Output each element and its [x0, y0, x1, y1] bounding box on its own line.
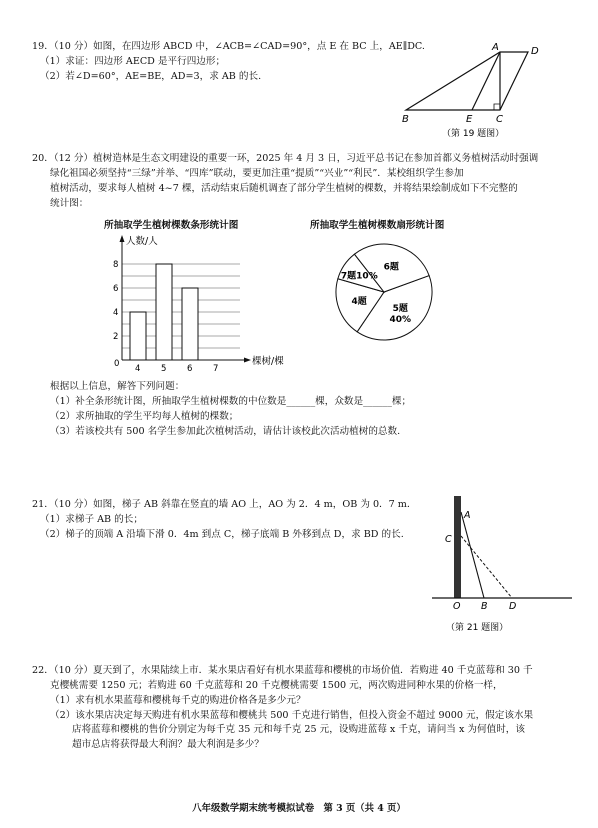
q22-part2-cont-2: 超市总店将获得最大利润？最大利润是多少？ [72, 739, 264, 751]
q22-part2-cont-1: 店将蓝莓和樱桃的售价分别定为每千克 35 元和每千克 25 元，设购进蓝莓 x 千克，请问当 x 为何值时，该 [72, 724, 525, 736]
q21-part2: （2）梯子的顶端 A 沿墙下滑 0．4m 到点 C，梯子底端 B 外移到点 D，求 BD 的长. [40, 528, 404, 540]
bar-x-tick-6: 6 [187, 364, 193, 372]
question-20 [32, 152, 577, 211]
q19-label-e: E [466, 114, 473, 125]
question-22 [32, 664, 577, 753]
q19-label-c: C [496, 114, 503, 125]
pie-percent-0: 40% [389, 314, 412, 325]
wall [454, 496, 461, 598]
bar-5 [156, 264, 172, 360]
bar-6 [182, 288, 198, 360]
bar-x-tick-7: 7 [213, 364, 219, 372]
q20-stem-1: 20．（12 分）植树造林是生态文明建设的重要一环，2025 年 4 月 3 日，习近平总书记在参加首都义务植树活动时强调 [32, 153, 539, 164]
q21-label-c: C [445, 534, 452, 545]
page-footer: 八年级数学期末统考模拟试卷 第 3 页（共 4 页） [192, 803, 406, 814]
bar-x-label: 棵树/棵 [252, 356, 284, 367]
ladder-ab [461, 512, 484, 598]
q22-part1: （1）求有机水果蓝莓和樱桃每千克的购进价格各是多少元？ [50, 694, 306, 706]
bar-4 [130, 312, 146, 360]
pie-label-2: 7题10% [340, 271, 378, 282]
q19-label-d: D [531, 46, 539, 57]
q21-label-o: O [453, 601, 461, 612]
bar-y-axis-arrow [120, 235, 125, 242]
q22-stem-2: 克樱桃需要 1250 元；若购进 60 千克蓝莓和 20 千克樱桃需要 1500 元，两次购进同种水果的价格一样， [50, 679, 503, 691]
q20-stem-3: 植树活动，要求每人植树 4~7 棵，活动结束后随机调查了部分学生植树的棵数，并将结果绘制成如下不完整的 [50, 182, 518, 194]
bar-chart [100, 232, 300, 372]
bar-x-tick-4: 4 [135, 364, 141, 372]
question-21 [32, 498, 492, 543]
q20-subquestions [50, 380, 570, 439]
q22-stem-1: 22．（10 分）夏天到了，水果陆续上市．某水果店看好有机水果蓝莓和樱桃的市场价值．若购进 40 千克蓝莓和 30 千 [32, 665, 533, 676]
pie-label-1: 4题 [351, 297, 367, 308]
q21-label-b: B [481, 601, 488, 612]
q20-part3: （3）若该校共有 500 名学生参加此次植树活动，请估计该校此次活动植树的总数. [50, 425, 401, 437]
q21-stem: 21．（10 分）如图，梯子 AB 斜靠在竖直的墙 AO 上，AO 为 2．4 m，OB 为 0．7 m． [32, 499, 417, 510]
q19-part2: （2）若∠D=60°，AE=BE，AD=3，求 AB 的长. [40, 70, 262, 82]
q20-part1: （1）补全条形统计图，所抽取学生植树棵数的中位数是______棵，众数是______棵； [50, 395, 412, 407]
bar-y-tick-6: 6 [113, 284, 119, 294]
q20-part2: （2）求所抽取的学生平均每人植树的棵数； [50, 410, 239, 422]
q22-part2: （2）该水果店决定每天购进有机水果蓝莓和樱桃共 500 千克进行销售，但投入资金不超过 9000 元，假定该水果 [50, 709, 534, 721]
ladder-cd [461, 536, 512, 598]
pie-label-0: 5题 [392, 303, 408, 314]
bar-y-tick-2: 2 [113, 332, 119, 342]
q21-caption: （第 21 题图） [446, 623, 509, 633]
q21-figure [426, 490, 576, 640]
q21-part1: （1）求梯子 AB 的长； [40, 513, 143, 525]
q19-label-a: A [492, 42, 499, 53]
pie-chart-title: 所抽取学生植树棵数扇形统计图 [310, 220, 445, 231]
bar-x-tick-5: 5 [161, 364, 167, 372]
pie-chart [330, 238, 450, 348]
q21-label-a: A [464, 510, 471, 521]
q19-figure [396, 40, 556, 140]
q20-stem-2: 绿化祖国必须坚持“三绿”并举、“四库”联动，要更加注重“提质”“兴业”“利民”．某校组织学生参加 [50, 167, 464, 179]
q19-label-b: B [402, 114, 409, 125]
bar-y-label: 人数/人 [126, 236, 158, 247]
bar-y-tick-4: 4 [113, 308, 119, 318]
bar-x-axis-arrow [244, 358, 251, 363]
q20-info: 根据以上信息，解答下列问题： [50, 381, 185, 392]
bar-chart-title: 所抽取学生植树棵数条形统计图 [104, 220, 239, 231]
q19-caption: （第 19 题图） [442, 129, 505, 139]
pie-label-3: 6题 [383, 262, 399, 273]
q21-label-d: D [509, 601, 517, 612]
bar-y-tick-8: 8 [113, 260, 119, 270]
q19-part1: （1）求证：四边形 AECD 是平行四边形； [40, 55, 226, 67]
q19-stem: 19．（10 分）如图，在四边形 ABCD 中，∠ACB=∠CAD=90°，点 E 在 BC 上，AE∥DC. [32, 41, 425, 52]
bar-origin-label: 0 [114, 359, 120, 369]
q20-stem-4: 统计图： [50, 197, 89, 209]
